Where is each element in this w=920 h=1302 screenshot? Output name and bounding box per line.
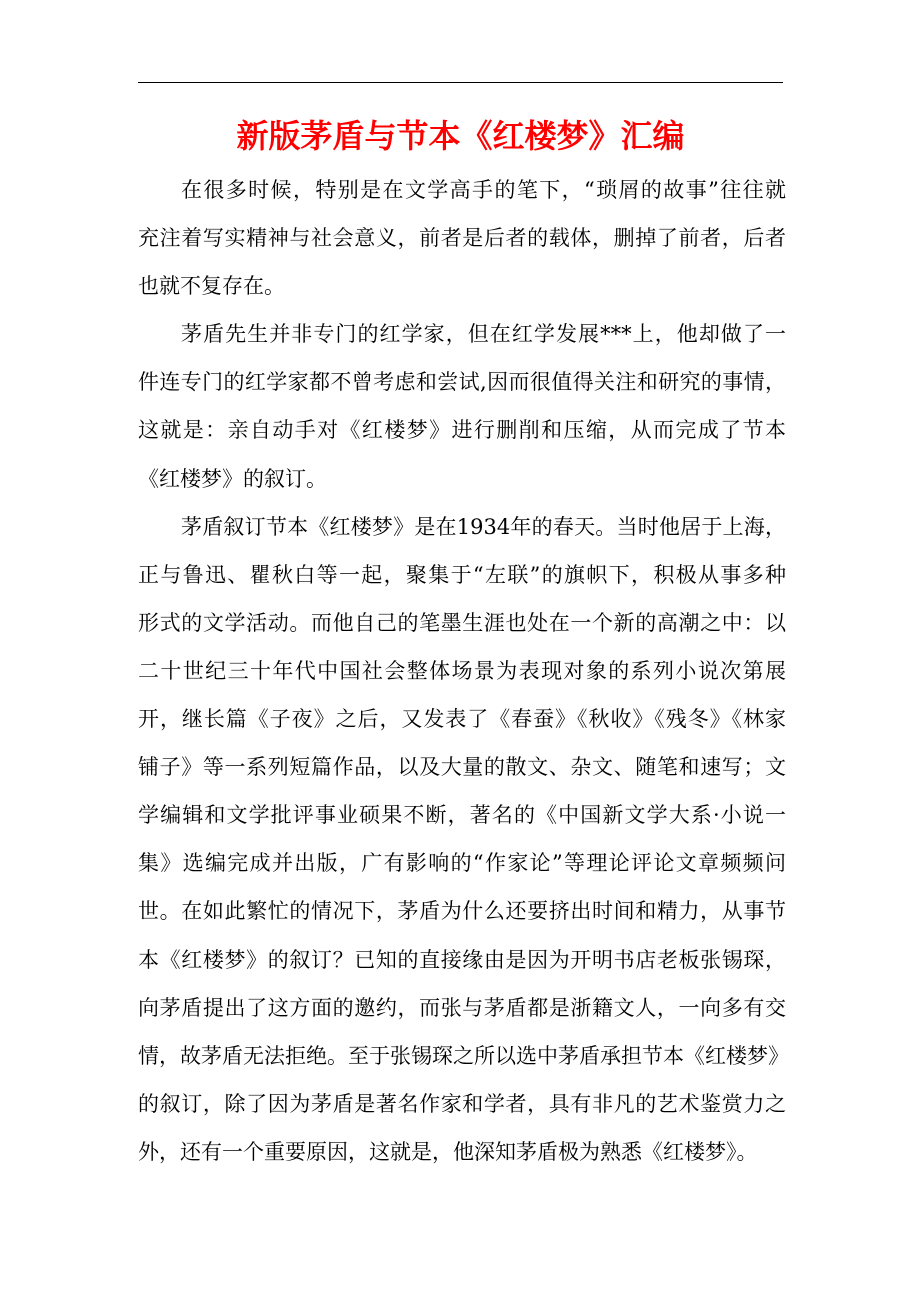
text-line: 铺子》等一系列短篇作品，以及大量的散文、杂文、随笔和速写；文 (138, 755, 786, 780)
text-line: 的叙订，除了因为茅盾是著名作家和学者，具有非凡的艺术鉴赏力之 (138, 1091, 786, 1116)
text-line: 二十世纪三十年代中国社会整体场景为表现对象的系列小说次第展 (138, 658, 786, 683)
text-line: 学编辑和文学批评事业硕果不断，著名的《中国新文学大系·小说一 (138, 803, 786, 828)
text-line: 充注着写实精神与社会意义，前者是后者的载体，删掉了前者，后者 (138, 226, 786, 251)
text-line: 开，继长篇《子夜》之后，又发表了《春蚕》《秋收》《残冬》《林家 (138, 707, 786, 732)
document-title: 新版茅盾与节本《红楼梦》汇编 (236, 117, 685, 155)
text-line: 在很多时候，特别是在文学高手的笔下，“琐屑的故事”往往就 (181, 178, 786, 202)
text-line: 《红楼梦》的叙订。 (138, 466, 327, 491)
text-line: 正与鲁迅、瞿秋白等一起，聚集于“左联”的旗帜下，积极从事多种 (138, 562, 786, 587)
text-line: 这就是：亲自动手对《红楼梦》进行删削和压缩，从而完成了节本 (138, 418, 786, 443)
text-line: 也就不复存在。 (138, 274, 285, 299)
text-line: 茅盾叙订节本《红楼梦》是在1934年的春天。当时他居于上海， (181, 514, 786, 539)
header-rule (138, 82, 783, 83)
text-line: 向茅盾提出了这方面的邀约，而张与茅盾都是浙籍文人，一向多有交 (138, 995, 786, 1020)
text-line: 集》选编完成并出版，广有影响的“作家论”等理论评论文章频频问 (138, 851, 786, 876)
document-body (138, 166, 789, 1176)
text-line: 本《红楼梦》的叙订？已知的直接缘由是因为开明书店老板张锡琛， (138, 947, 786, 972)
text-line: 情，故茅盾无法拒绝。至于张锡琛之所以选中茅盾承担节本《红楼梦》 (138, 1043, 789, 1068)
text-line: 形式的文学活动。而他自己的笔墨生涯也处在一个新的高潮之中：以 (138, 610, 786, 635)
text-line: 外，还有一个重要原因，这就是，他深知茅盾极为熟悉《红楼梦》。 (138, 1139, 758, 1164)
text-line: 件连专门的红学家都不曾考虑和尝试,因而很值得关注和研究的事情， (138, 370, 786, 395)
text-line: 世。在如此繁忙的情况下，茅盾为什么还要挤出时间和精力，从事节 (138, 899, 786, 924)
text-line: 茅盾先生并非专门的红学家，但在红学发展***上，他却做了一 (181, 322, 786, 347)
